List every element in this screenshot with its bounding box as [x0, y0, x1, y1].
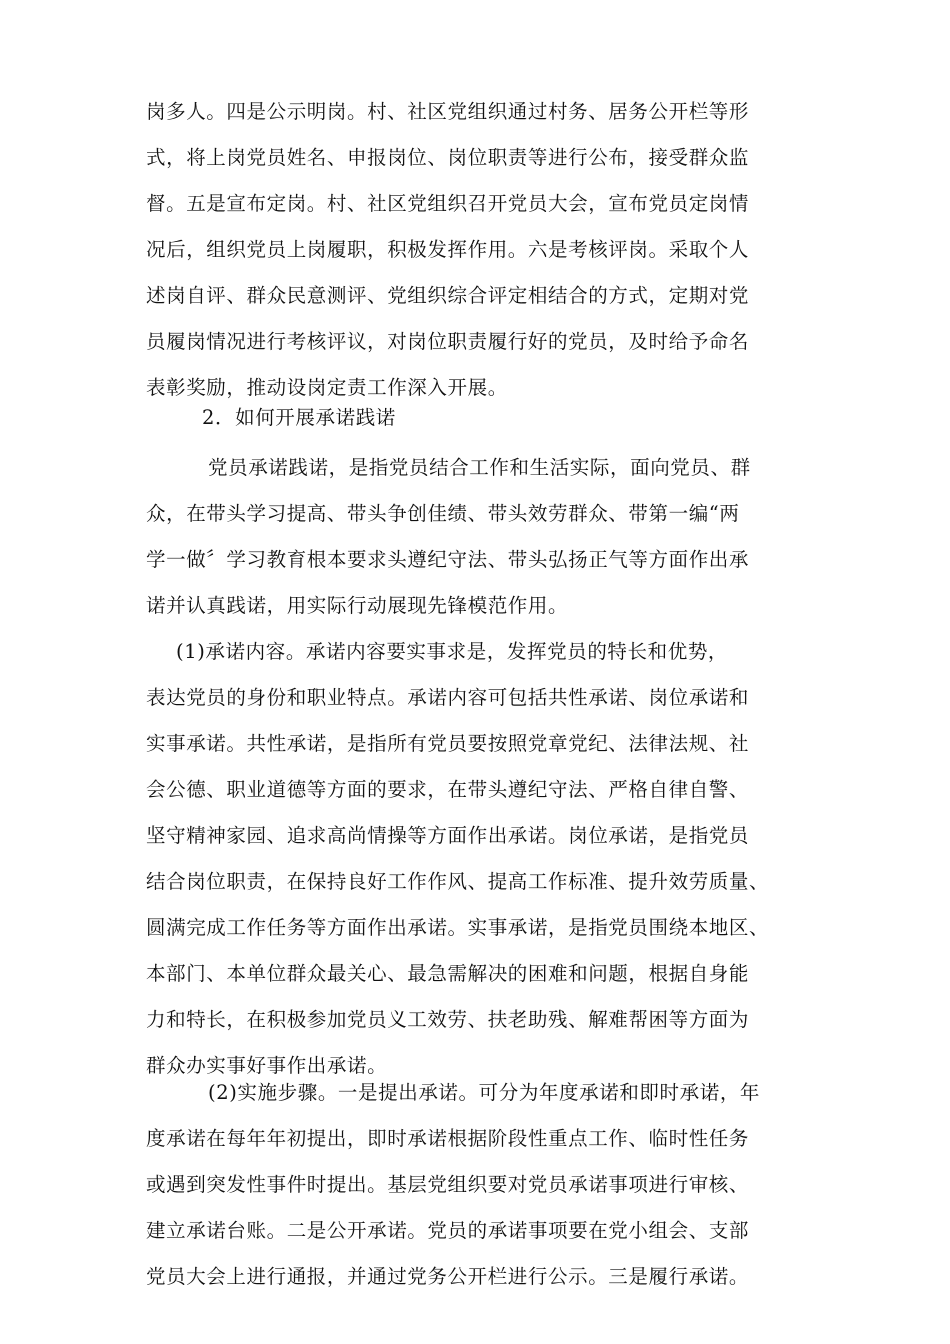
text-line: 本部门、本单位群众最关心、最急需解决的困难和问题，根据自身能: [146, 962, 750, 985]
text-line: 圆满完成工作任务等方面作出承诺。实事承诺，是指党员围绕本地区、: [146, 916, 770, 939]
text-line: 学一做〞学习教育根本要求头遵纪守法、带头弘扬正气等方面作出承: [146, 548, 750, 571]
text-line: 众，在带头学习提高、带头争创佳绩、带头效劳群众、带第一编“两: [146, 502, 740, 525]
text-line: 岗多人。四是公示明岗。村、社区党组织通过村务、居务公开栏等形: [146, 100, 750, 123]
text-line: 党员大会上进行通报，并通过党务公开栏进行公示。三是履行承诺。: [146, 1265, 750, 1288]
text-line: 会公德、职业道德等方面的要求，在带头遵纪守法、严格自律自警、: [146, 778, 750, 801]
text-line: 坚守精神家园、追求高尚情操等方面作出承诺。岗位承诺，是指党员: [146, 824, 750, 847]
text-line: 结合岗位职责，在保持良好工作作风、提高工作标准、提升效劳质量、: [146, 870, 770, 893]
text-line: 群众办实事好事作出承诺。: [146, 1054, 388, 1077]
text-line: 员履岗情况进行考核评议，对岗位职责履行好的党员，及时给予命名: [146, 330, 750, 353]
text-line: (2)实施步骤。一是提出承诺。可分为年度承诺和即时承诺，年: [208, 1081, 761, 1104]
text-line: 实事承诺。共性承诺，是指所有党员要按照党章党纪、法律法规、社: [146, 732, 750, 755]
text-line: 况后，组织党员上岗履职，积极发挥作用。六是考核评岗。采取个人: [146, 238, 750, 261]
text-line: 述岗自评、群众民意测评、党组织综合评定相结合的方式，定期对党: [146, 284, 750, 307]
text-line: 督。五是宣布定岗。村、社区党组织召开党员大会，宣布党员定岗情: [146, 192, 750, 215]
text-line: 表彰奖励，推动设岗定责工作深入开展。: [146, 376, 508, 399]
text-line: 度承诺在每年年初提出，即时承诺根据阶段性重点工作、临时性任务: [146, 1127, 750, 1150]
section-heading: 2．如何开展承诺践诺: [202, 406, 396, 429]
text-line: 表达党员的身份和职业特点。承诺内容可包括共性承诺、岗位承诺和: [146, 686, 750, 709]
text-line: 建立承诺台账。二是公开承诺。党员的承诺事项要在党小组会、支部: [146, 1219, 750, 1242]
text-line: 党员承诺践诺，是指党员结合工作和生活实际，面向党员、群: [208, 456, 751, 479]
text-line: (1)承诺内容。承诺内容要实事求是，发挥党员的特长和优势，: [176, 640, 729, 663]
text-line: 式，将上岗党员姓名、申报岗位、岗位职责等进行公布，接受群众监: [146, 146, 750, 169]
text-line: 或遇到突发性事件时提出。基层党组织要对党员承诺事项进行审核、: [146, 1173, 750, 1196]
text-line: 力和特长，在积极参加党员义工效劳、扶老助残、解难帮困等方面为: [146, 1008, 750, 1031]
text-line: 诺并认真践诺，用实际行动展现先锋模范作用。: [146, 594, 569, 617]
